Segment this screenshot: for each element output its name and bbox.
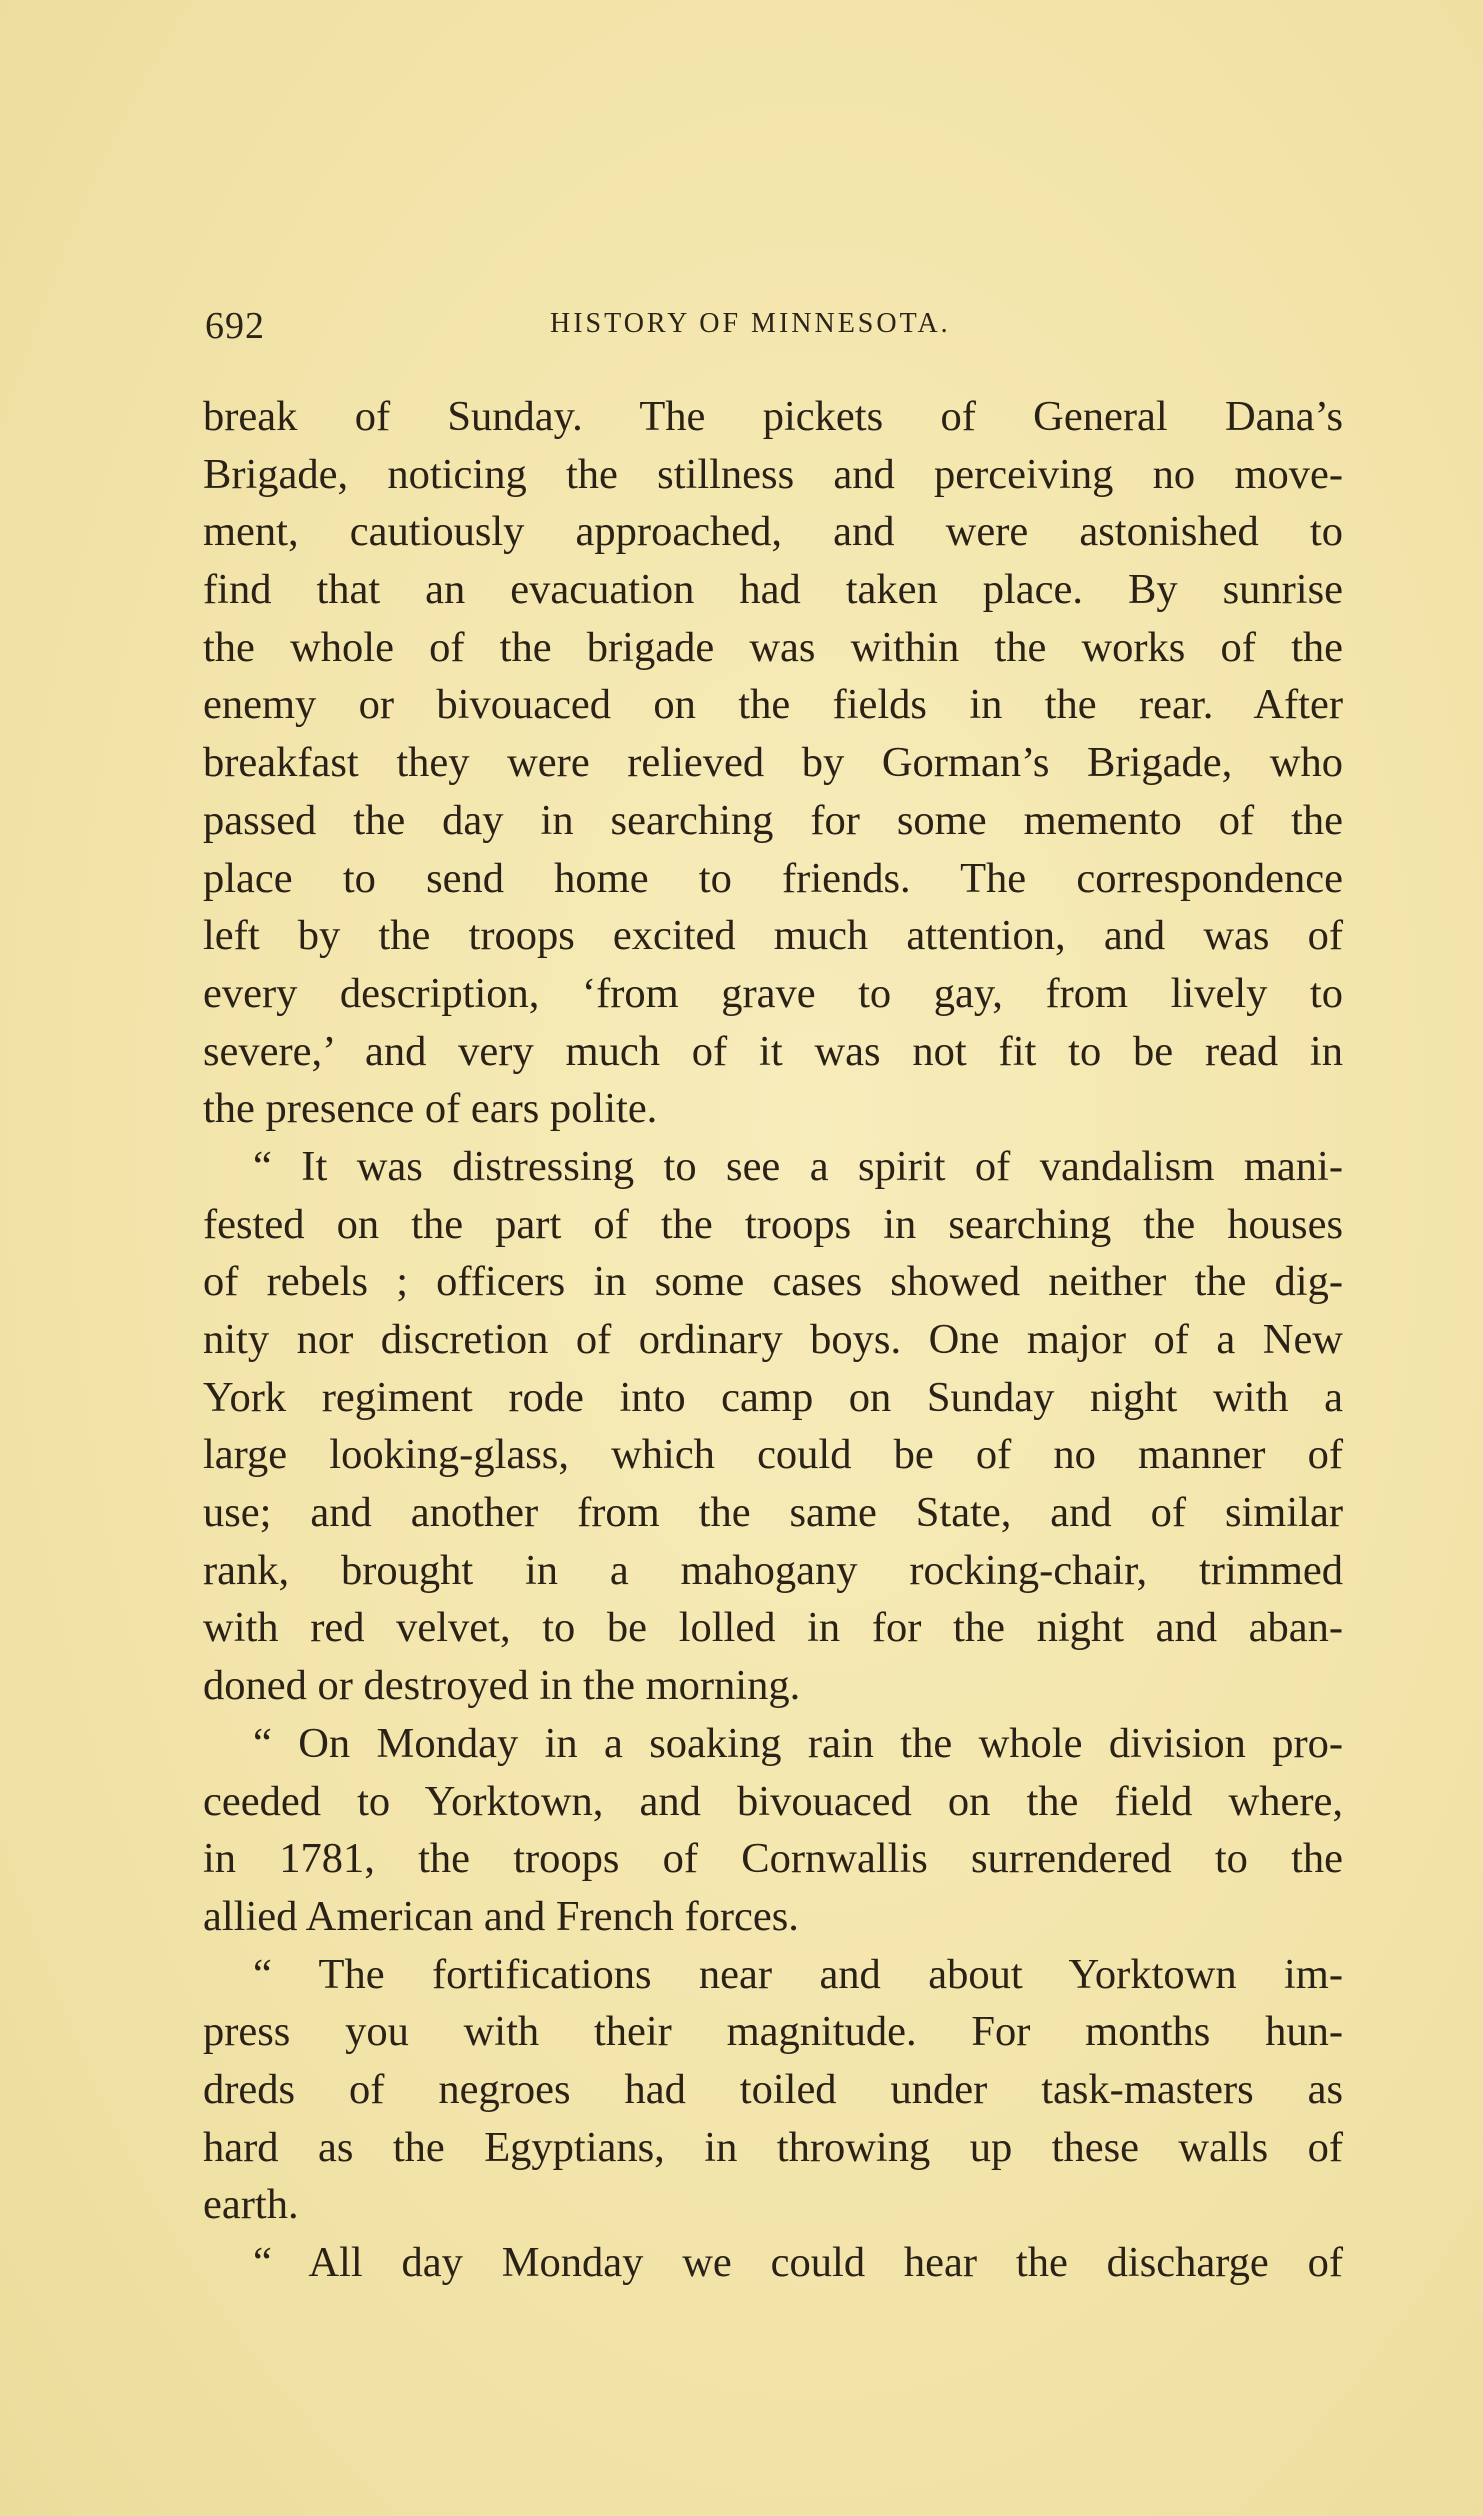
- text-line: of rebels ; officers in some cases showed neither the dig-: [203, 1258, 1343, 1306]
- text-line: dreds of negroes had toiled under task-masters as: [203, 2065, 1343, 2113]
- text-line: ceeded to Yorktown, and bivouaced on the field where,: [203, 1777, 1343, 1825]
- text-line: hard as the Egyptians, in throwing up these walls of: [203, 2123, 1343, 2171]
- text-line: every description, ‘from grave to gay, from lively to: [203, 969, 1343, 1017]
- text-line: fested on the part of the troops in searching the houses: [203, 1200, 1343, 1248]
- text-line: use; and another from the same State, and of similar: [203, 1489, 1343, 1537]
- text-line: large looking-glass, which could be of no manner of: [203, 1431, 1343, 1479]
- body-text: [203, 388, 1343, 2292]
- text-line: with red velvet, to be lolled in for the night and aban-: [203, 1604, 1343, 1652]
- text-line: the whole of the brigade was within the works of the: [203, 623, 1343, 671]
- text-line: earth.: [203, 2181, 299, 2229]
- text-line: the presence of ears polite.: [203, 1085, 658, 1133]
- running-head: HISTORY OF MINNESOTA.: [550, 308, 951, 339]
- text-line: “ All day Monday we could hear the discharge of: [253, 2239, 1343, 2286]
- text-line: “ The fortifications near and about Yorktown im-: [253, 1950, 1343, 1998]
- text-line: enemy or bivouaced on the fields in the rear. After: [203, 681, 1343, 729]
- text-line: in 1781, the troops of Cornwallis surrendered to the: [203, 1835, 1343, 1883]
- text-line: severe,’ and very much of it was not fit to be read in: [203, 1027, 1343, 1075]
- text-line: “ On Monday in a soaking rain the whole division pro-: [253, 1719, 1343, 1767]
- text-line: place to send home to friends. The correspondence: [203, 854, 1343, 902]
- text-line: “ It was distressing to see a spirit of vandalism mani-: [253, 1142, 1343, 1190]
- text-line: rank, brought in a mahogany rocking-chair, trimmed: [203, 1546, 1343, 1594]
- page-header: [205, 300, 1345, 350]
- text-line: press you with their magnitude. For months hun-: [203, 2008, 1343, 2056]
- text-line: allied American and French forces.: [203, 1892, 799, 1940]
- text-line: left by the troops excited much attention, and was of: [203, 912, 1343, 960]
- text-line: ment, cautiously approached, and were astonished to: [203, 508, 1343, 556]
- text-line: breakfast they were relieved by Gorman’s Brigade, who: [203, 739, 1343, 787]
- page-number: 692: [205, 305, 265, 347]
- text-line: passed the day in searching for some memento of the: [203, 796, 1343, 844]
- text-line: Brigade, noticing the stillness and perceiving no move-: [203, 450, 1343, 498]
- text-line: nity nor discretion of ordinary boys. One major of a New: [203, 1316, 1343, 1363]
- text-line: find that an evacuation had taken place. By sunrise: [203, 566, 1343, 614]
- text-line: York regiment rode into camp on Sunday night with a: [203, 1373, 1343, 1421]
- text-line: break of Sunday. The pickets of General Dana’s: [203, 393, 1343, 440]
- text-line: doned or destroyed in the morning.: [203, 1662, 801, 1710]
